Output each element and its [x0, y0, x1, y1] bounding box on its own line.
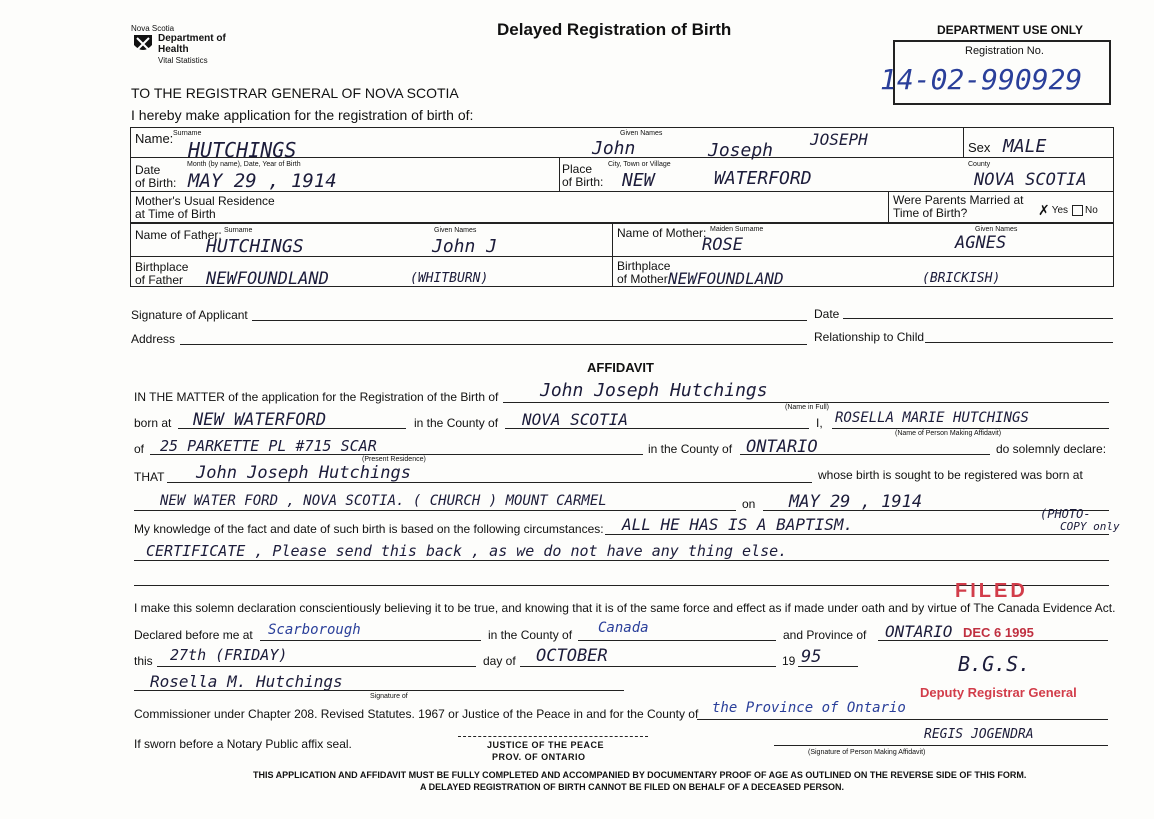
jp-stamp-line1: JUSTICE OF THE PEACE — [487, 740, 605, 750]
child-given2: Joseph — [708, 140, 774, 161]
father-given: John J — [432, 236, 498, 257]
child-dob: MAY 29 , 1914 — [188, 170, 337, 192]
child-sex: MALE — [1003, 136, 1047, 157]
commissioner-county: the Province of Ontario — [712, 700, 906, 716]
declared-label: Declared before me at — [134, 628, 253, 642]
agency-dept: Department of — [158, 33, 226, 44]
mother-birthplace: NEWFOUNDLAND — [668, 269, 784, 288]
matter-text: IN THE MATTER of the application for the Registration of the Birth of — [134, 390, 499, 404]
mother-given: AGNES — [955, 233, 1007, 253]
to-registrar: TO THE REGISTRAR GENERAL OF NOVA SCOTIA — [131, 85, 459, 101]
dept-use-label: DEPARTMENT USE ONLY — [937, 23, 1084, 37]
page-title: Delayed Registration of Birth — [497, 20, 732, 39]
residence-county: ONTARIO — [746, 437, 818, 457]
mother-res-label2: at Time of Birth — [135, 207, 216, 221]
married-label1: Were Parents Married at — [893, 193, 1024, 207]
mother-maiden-small: Maiden Surname — [710, 226, 764, 233]
residence-small: (Present Residence) — [362, 456, 426, 463]
day-value: 27th (FRIDAY) — [170, 646, 288, 664]
child-place1: NEW — [622, 170, 655, 191]
mother-res-label1: Mother's Usual Residence — [135, 194, 275, 208]
registration-no-value: 14-02-990929 — [880, 63, 1083, 96]
place-small: City, Town or Village — [608, 161, 671, 168]
child-given3: JOSEPH — [810, 130, 868, 149]
sex-label: Sex — [968, 140, 991, 155]
given-small: Given Names — [620, 130, 663, 137]
applicant-address-label: Address — [131, 332, 176, 346]
declarant-signature: Rosella M. Hutchings — [150, 672, 343, 691]
applicant-date-label: Date — [814, 307, 840, 321]
father-given-small: Given Names — [434, 227, 477, 234]
married-label2: Time of Birth? — [893, 206, 968, 220]
declarant-small: (Name of Person Making Affidavit) — [895, 430, 1002, 437]
child-surname: HUTCHINGS — [188, 138, 297, 162]
married-no-checkbox[interactable]: No — [1070, 205, 1098, 216]
mother-birthplace-note: (BRICKISH) — [922, 271, 1001, 286]
born-date-value: MAY 29 , 1914 — [789, 492, 923, 512]
father-surname-small: Surname — [224, 227, 253, 234]
that-name: John Joseph Hutchings — [196, 463, 411, 483]
relationship-label: Relationship to Child — [814, 330, 925, 344]
applicant-date-line[interactable] — [843, 318, 1113, 319]
father-birthplace-note: (WHITBURN) — [410, 271, 489, 286]
name-label: Name: — [135, 131, 174, 146]
province-label: and Province of — [783, 628, 867, 642]
jp-stamp-line2: PROV. OF ONTARIO — [492, 752, 586, 762]
residence-value: 25 PARKETTE PL #715 SCAR — [160, 437, 377, 455]
married-yes-checkbox[interactable]: ✗ Yes — [1038, 201, 1069, 218]
father-bp-label2: of Father — [135, 273, 184, 287]
born-place-value: NEW WATER FORD , NOVA SCOTIA. ( CHURCH ) MOUNT CARMEL — [160, 493, 607, 509]
month-value: OCTOBER — [536, 646, 608, 666]
mother-given-small: Given Names — [975, 226, 1018, 233]
filed-date-stamp: DEC 6 1995 — [963, 625, 1034, 640]
knowledge-photo: (PHOTO- — [1040, 507, 1091, 521]
deputy-registrar-stamp: Deputy Registrar General — [920, 685, 1077, 700]
county-of-label2: in the County of — [648, 442, 733, 456]
agency-vital: Vital Statistics — [158, 56, 208, 65]
name-in-full-small: (Name in Full) — [785, 404, 829, 411]
mother-maiden: ROSE — [702, 235, 743, 255]
agency-province: Nova Scotia — [131, 24, 175, 33]
hereby-text: I hereby make application for the registration of birth of: — [131, 107, 474, 123]
born-at-label: born at — [134, 416, 172, 430]
mother-label: Name of Mother: — [617, 226, 707, 240]
filed-stamp: FILED — [955, 580, 1028, 602]
mother-bp-label2: of Mother — [617, 272, 668, 286]
mother-bp-label1: Birthplace — [617, 259, 671, 273]
affidavit-heading: AFFIDAVIT — [587, 360, 654, 375]
child-county: NOVA SCOTIA — [974, 170, 1087, 190]
place-label2: of Birth: — [562, 175, 604, 189]
county-of-label3: in the County of — [488, 628, 573, 642]
date-small: Month (by name), Date, Year of Birth — [187, 161, 301, 168]
knowledge-line2: CERTIFICATE , Please send this back , as we do not have any thing else. — [146, 542, 788, 560]
declared-at-value: Scarborough — [268, 622, 361, 638]
father-bp-label1: Birthplace — [135, 260, 189, 274]
province-value: ONTARIO — [885, 622, 953, 641]
i-label: I, — [816, 416, 823, 430]
father-surname: HUTCHINGS — [206, 236, 304, 257]
county-of-label: in the County of — [414, 416, 499, 430]
registration-no-label: Registration No. — [965, 45, 1044, 57]
person-name: REGIS JOGENDRA — [924, 727, 1034, 742]
year-prefix: 19 — [782, 654, 796, 668]
whose-birth-text: whose birth is sought to be registered was born at — [818, 468, 1083, 482]
nova-scotia-crest-icon — [132, 33, 154, 55]
signature-of-small: Signature of — [370, 693, 408, 700]
place-label1: Place — [562, 162, 593, 176]
commissioner-text: Commissioner under Chapter 208. Revised Statutes. 1967 or Justice of the Peace in and for the County of — [134, 707, 699, 721]
father-label: Name of Father: — [135, 228, 222, 242]
declared-county-value: Canada — [598, 620, 649, 636]
on-label: on — [742, 497, 756, 511]
matter-name: John Joseph Hutchings — [540, 380, 768, 401]
knowledge-copy: COPY only — [1060, 520, 1120, 533]
relationship-line[interactable] — [925, 342, 1113, 343]
knowledge-line1: ALL HE HAS IS A BAPTISM. — [622, 515, 854, 534]
solemnly-text: do solemnly declare: — [996, 442, 1107, 456]
applicant-address-line[interactable] — [180, 344, 807, 345]
of-label: of — [134, 442, 145, 456]
that-label: THAT — [134, 470, 165, 484]
year-suffix: 95 — [801, 647, 822, 667]
county-small: County — [968, 161, 991, 168]
date-label1: Date — [135, 163, 161, 177]
notary-text: If sworn before a Notary Public affix seal. — [134, 737, 352, 751]
child-given1: John — [592, 138, 636, 159]
father-birthplace: NEWFOUNDLAND — [206, 269, 329, 289]
applicant-signature-line[interactable] — [252, 320, 807, 321]
agency-health: Health — [158, 44, 189, 55]
surname-small: Surname — [173, 130, 202, 137]
footer-line1: THIS APPLICATION AND AFFIDAVIT MUST BE FULLY COMPLETED AND ACCOMPANIED BY DOCUMENTARY PROOF OF AGE AS OUTLINED ON THE REVERSE SIDE OF THIS FORM. — [253, 770, 1027, 780]
child-place2: WATERFORD — [714, 168, 812, 189]
knowledge-label: My knowledge of the fact and date of such birth is based on the following circumstances: — [134, 522, 604, 536]
declarant-name: ROSELLA MARIE HUTCHINGS — [835, 410, 1029, 426]
born-at-value: NEW WATERFORD — [193, 410, 327, 430]
footer-line2: A DELAYED REGISTRATION OF BIRTH CANNOT BE FILED ON BEHALF OF A DECEASED PERSON. — [420, 782, 845, 792]
filed-initials: B.G.S. — [958, 652, 1031, 676]
this-label: this — [134, 654, 153, 668]
person-small: (Signature of Person Making Affidavit) — [808, 749, 926, 756]
day-of-label: day of — [483, 654, 516, 668]
solemn-text: I make this solemn declaration conscientiously believing it to be true, and knowing that it is of the same force and effect as if made under oath and by virtue of The Canada Evidence Act. — [134, 601, 1116, 615]
applicant-signature-label: Signature of Applicant — [131, 308, 248, 322]
date-label2: of Birth: — [135, 176, 177, 190]
born-county-value: NOVA SCOTIA — [522, 410, 628, 429]
